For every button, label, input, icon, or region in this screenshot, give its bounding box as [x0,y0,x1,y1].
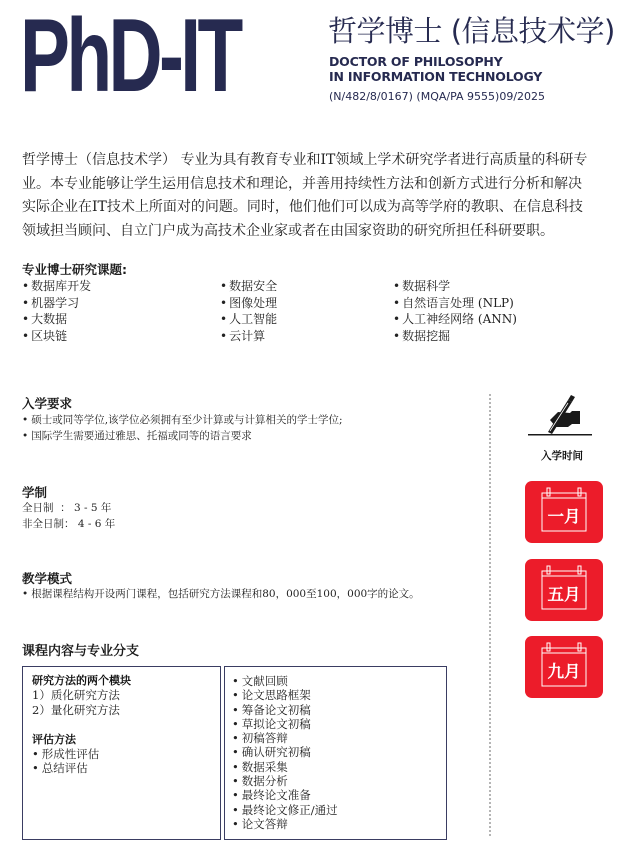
intake-month-january [525,481,603,543]
topic-item: • 区块链 [22,328,91,345]
month-label: 五月 [547,585,581,604]
duration-parttime: 非全日制： 4 - 6 年 [22,518,116,530]
duration-list [22,500,115,532]
stage-item: • 最终论文修正/通过 [232,803,446,817]
admission-title: 入学要求 [22,396,73,411]
month-label: 九月 [547,662,581,681]
intro-line: 哲学博士（信息技术学） 专业为具有教育专业和IT领域上学术研究学者进行高质量的科研专 [22,152,588,168]
program-title-cn: 哲学博士 (信息技术学) [328,14,615,48]
stage-item: • 数据分析 [232,774,446,788]
topics-column-3 [393,278,517,344]
intro-line: 领域担当顾问、自立门户成为高技术企业家或者在由国家资助的研究所担任科研要职。 [22,222,554,239]
intro-line: 实际企业在IT技术上所面对的问题。同时，他们他们可以成为高等学府的教职、在信息科技 [22,199,583,215]
intake-month-may [525,559,603,621]
admission-item: • 硕士或同等学位,该学位必须拥有至少计算或与计算相关的学士学位; [22,412,343,428]
duration-title: 学制 [22,485,48,500]
topic-item: • 图像处理 [220,295,277,312]
curriculum-title: 课程内容与专业分支 [22,644,140,659]
curriculum-right-box [224,666,447,840]
research-topics-title: 专业博士研究课题: [22,262,127,277]
teaching-mode-list [22,586,420,602]
teaching-mode-title: 教学模式 [22,571,73,586]
program-title-en-line2: IN INFORMATION TECHNOLOGY [329,69,543,84]
stage-item: • 文献回顾 [232,674,446,688]
stage-item: • 草拟论文初稿 [232,717,446,731]
stage-item: • 论文答辩 [232,817,446,831]
assessment-title: 评估方法 [32,732,76,746]
pen-writing-icon [528,394,592,436]
method-item: 1）质化研究方法 [32,688,120,703]
assessment-item: • 总结评估 [32,761,220,775]
topic-item: • 数据库开发 [22,278,91,295]
stage-item: • 确认研究初稿 [232,745,446,759]
stage-item: • 数据采集 [232,760,446,774]
accreditation-code: (N/482/8/0167) (MQA/PA 9555)09/2025 [329,90,546,103]
admission-item: • 国际学生需要通过雅思、托福或同等的语言要求 [22,428,343,444]
topic-item: • 云计算 [220,328,277,345]
stage-item: • 筹备论文初稿 [232,703,446,717]
admission-list [22,412,343,444]
program-title-en-line1: DOCTOR OF PHILOSOPHY [329,54,503,69]
topics-column-1 [22,278,91,344]
duration-fulltime: 全日制 ： 3 - 5 年 [22,502,112,514]
methods-title: 研究方法的两个模块 [32,674,131,687]
stage-item: • 论文思路框架 [232,688,446,702]
program-title-en [329,54,542,84]
stage-item: • 最终论文准备 [232,788,446,802]
topic-item: • 数据科学 [393,278,517,295]
intake-month-september [525,636,603,698]
topics-column-2 [220,278,277,344]
teaching-mode-item: • 根据课程结构开设两门课程，包括研究方法课程和80，000至100，000字的论文。 [22,586,420,602]
topic-item: • 大数据 [22,311,91,328]
month-label: 一月 [547,507,581,526]
topic-item: • 自然语言处理 (NLP) [393,295,517,312]
intake-label: 入学时间 [541,450,583,462]
logo-phd-it: PhD-IT [20,0,240,114]
topic-item: • 数据挖掘 [393,328,517,345]
curriculum-left-box [22,666,221,840]
topic-item: • 机器学习 [22,295,91,312]
intro-line: 业。本专业能够让学生运用信息技术和理论，并善用持续性方法和创新方式进行分析和解决 [22,175,582,192]
topic-item: • 人工神经网络 (ANN) [393,311,517,328]
assessment-item: • 形成性评估 [32,747,220,761]
topic-item: • 数据安全 [220,278,277,295]
method-item: 2）量化研究方法 [32,702,120,717]
stage-item: • 初稿答辩 [232,731,446,745]
intro-paragraph [22,149,612,243]
sidebar-divider [489,394,491,836]
topic-item: • 人工智能 [220,311,277,328]
